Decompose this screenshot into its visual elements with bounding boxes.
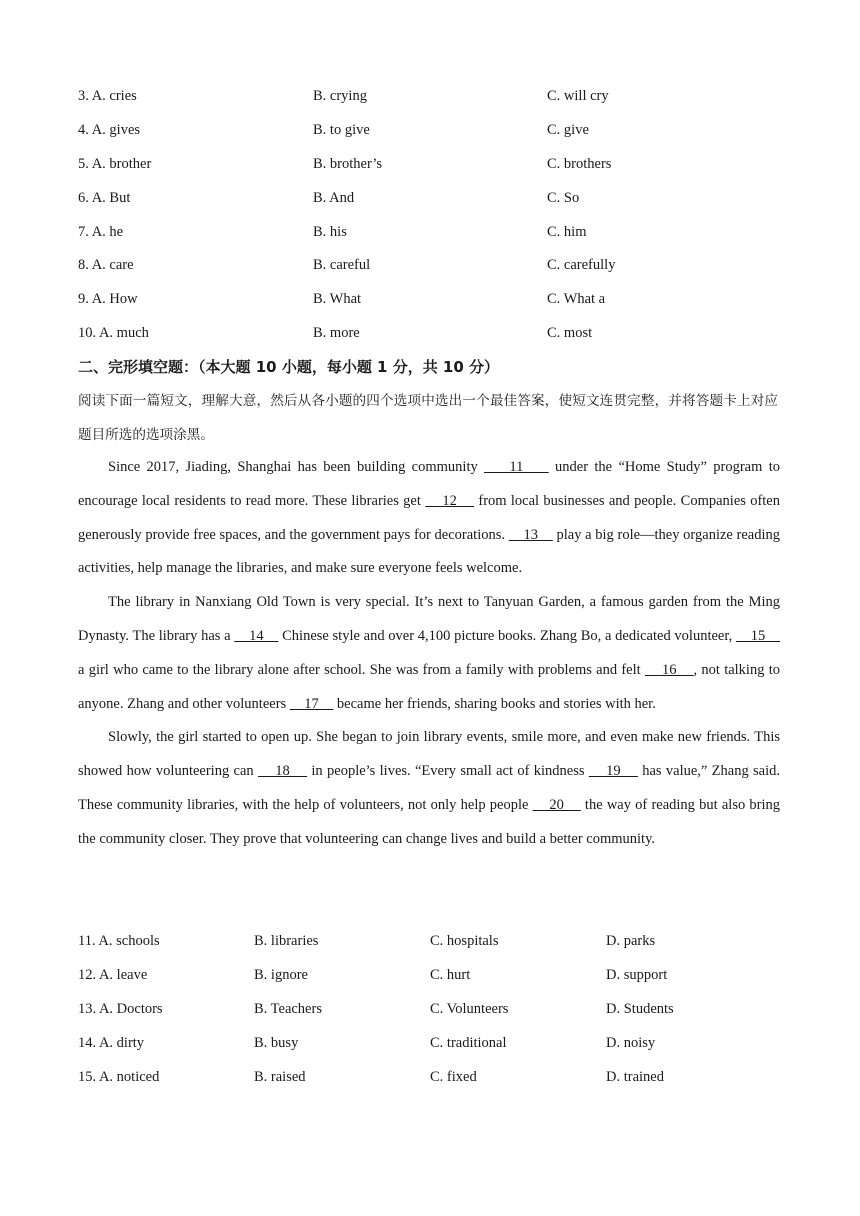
option-row <box>78 925 726 959</box>
prev-options-table <box>78 80 747 350</box>
option-a: 11. A. schools <box>78 933 160 950</box>
option-d: D. parks <box>606 933 656 950</box>
option-b: B. Teachers <box>254 1000 322 1017</box>
option-c: C. most <box>547 324 593 341</box>
option-a: 13. A. Doctors <box>78 1000 163 1017</box>
option-c: C. So <box>547 189 580 206</box>
option-row <box>78 317 747 351</box>
passage-text: play a big role—they organize reading activities, help manage the libraries, and make sure everyone feels welcome. <box>78 526 781 577</box>
option-c: C. him <box>547 223 587 240</box>
option-a: 10. A. much <box>78 324 149 341</box>
option-b: B. brother’s <box>313 155 383 172</box>
passage-text: Since 2017, Jiading, Shanghai has been building community <box>108 459 485 475</box>
option-a: 9. A. How <box>78 291 138 308</box>
option-a: 8. A. care <box>78 257 134 274</box>
section-title: 二、完形填空题：（本大题 10 小题，每小题 1 分，共 10 分） <box>78 358 500 376</box>
passage-text: Chinese style and over 4,100 picture books. Zhang Bo, a dedicated volunteer, <box>278 627 736 644</box>
cloze-options-table <box>78 925 726 1094</box>
option-a: 4. A. gives <box>78 122 141 139</box>
blank-12: 12 <box>425 492 475 509</box>
option-a: 6. A. But <box>78 189 131 206</box>
passage-text: became her friends, sharing books and stories with her. <box>333 695 656 712</box>
passage-paragraph-2 <box>78 586 780 721</box>
blank-16: 16 <box>644 661 694 678</box>
passage-paragraph-1 <box>78 451 780 586</box>
passage-text: The library in Nanxiang Old Town is very special. It’s next to Tanyuan Garden, a famous garden from the Ming Dynasty. The library has a <box>78 594 780 644</box>
blank-11: 11 <box>484 459 549 475</box>
option-c: C. give <box>547 122 589 139</box>
section-instructions: 阅读下面一篇短文，理解大意，然后从各小题的四个选项中选出一个最佳答案，使短文连贯完整，并将答题卡上对应题目所选的选项涂黑。 <box>78 393 778 443</box>
option-b: B. raised <box>254 1068 306 1085</box>
blank-14: 14 <box>234 627 279 644</box>
option-a: 14. A. dirty <box>78 1034 145 1051</box>
option-b: B. busy <box>254 1034 299 1051</box>
option-d: D. Students <box>606 1000 674 1017</box>
option-a: 7. A. he <box>78 223 124 240</box>
blank-13: 13 <box>508 526 553 543</box>
option-row <box>78 283 747 317</box>
option-c: C. What a <box>547 291 606 308</box>
option-c: C. hospitals <box>430 933 499 950</box>
option-b: B. crying <box>313 88 367 105</box>
option-c: C. fixed <box>430 1068 477 1085</box>
option-b: B. his <box>313 223 347 240</box>
passage-paragraph-3 <box>78 721 780 856</box>
option-row <box>78 959 726 993</box>
option-row <box>78 1026 726 1060</box>
passage-text: , not talking to anyone. Zhang and other volunteers <box>78 661 780 712</box>
option-row <box>78 80 747 114</box>
passage-text: under the “Home Study” program to encourage local residents to read more. These libraries get <box>78 459 781 509</box>
option-b: B. careful <box>313 257 371 274</box>
option-b: B. more <box>313 324 360 341</box>
passage-text: in people’s lives. “Every small act of kindness <box>307 763 589 780</box>
option-c: C. carefully <box>547 257 616 274</box>
blank-15: 15 <box>735 627 781 644</box>
option-d: D. support <box>606 967 668 984</box>
passage-text: the way of reading but also bring the community closer. They prove that volunteering can change lives and build a better community. <box>78 796 781 847</box>
blank-20: 20 <box>532 796 581 813</box>
option-row <box>78 114 747 148</box>
passage-text: a girl who came to the library alone after school. She was from a family with problems and felt <box>78 661 645 678</box>
option-c: C. hurt <box>430 967 471 984</box>
option-a: 5. A. brother <box>78 155 152 172</box>
option-b: B. And <box>313 189 355 206</box>
option-d: D. noisy <box>606 1034 656 1051</box>
passage-text: has value,” Zhang said. These community libraries, with the help of volunteers, not only help people <box>78 763 781 813</box>
blank-19: 19 <box>588 763 638 780</box>
option-c: C. will cry <box>547 88 609 105</box>
option-row <box>78 181 747 215</box>
blank-18: 18 <box>257 763 308 780</box>
option-row <box>78 215 747 249</box>
option-b: B. ignore <box>254 967 308 984</box>
option-row <box>78 1060 726 1094</box>
option-c: C. traditional <box>430 1034 507 1051</box>
option-a: 3. A. cries <box>78 88 137 105</box>
option-a: 12. A. leave <box>78 967 148 984</box>
option-row <box>78 249 747 283</box>
option-row <box>78 993 726 1027</box>
option-b: B. libraries <box>254 933 319 950</box>
option-b: B. to give <box>313 122 370 139</box>
passage-text: Slowly, the girl started to open up. She began to join library events, smile more, and even make new friends. This showed how volunteering can <box>78 729 780 780</box>
option-c: C. Volunteers <box>430 1000 509 1017</box>
cloze-passage <box>78 451 780 857</box>
option-row <box>78 148 747 182</box>
option-d: D. trained <box>606 1068 664 1085</box>
option-a: 15. A. noticed <box>78 1068 160 1085</box>
option-c: C. brothers <box>547 155 612 172</box>
blank-17: 17 <box>289 695 334 712</box>
option-b: B. What <box>313 291 362 308</box>
passage-text: from local businesses and people. Companies often generously provide free spaces, and the government pays for decorations. <box>78 492 780 543</box>
